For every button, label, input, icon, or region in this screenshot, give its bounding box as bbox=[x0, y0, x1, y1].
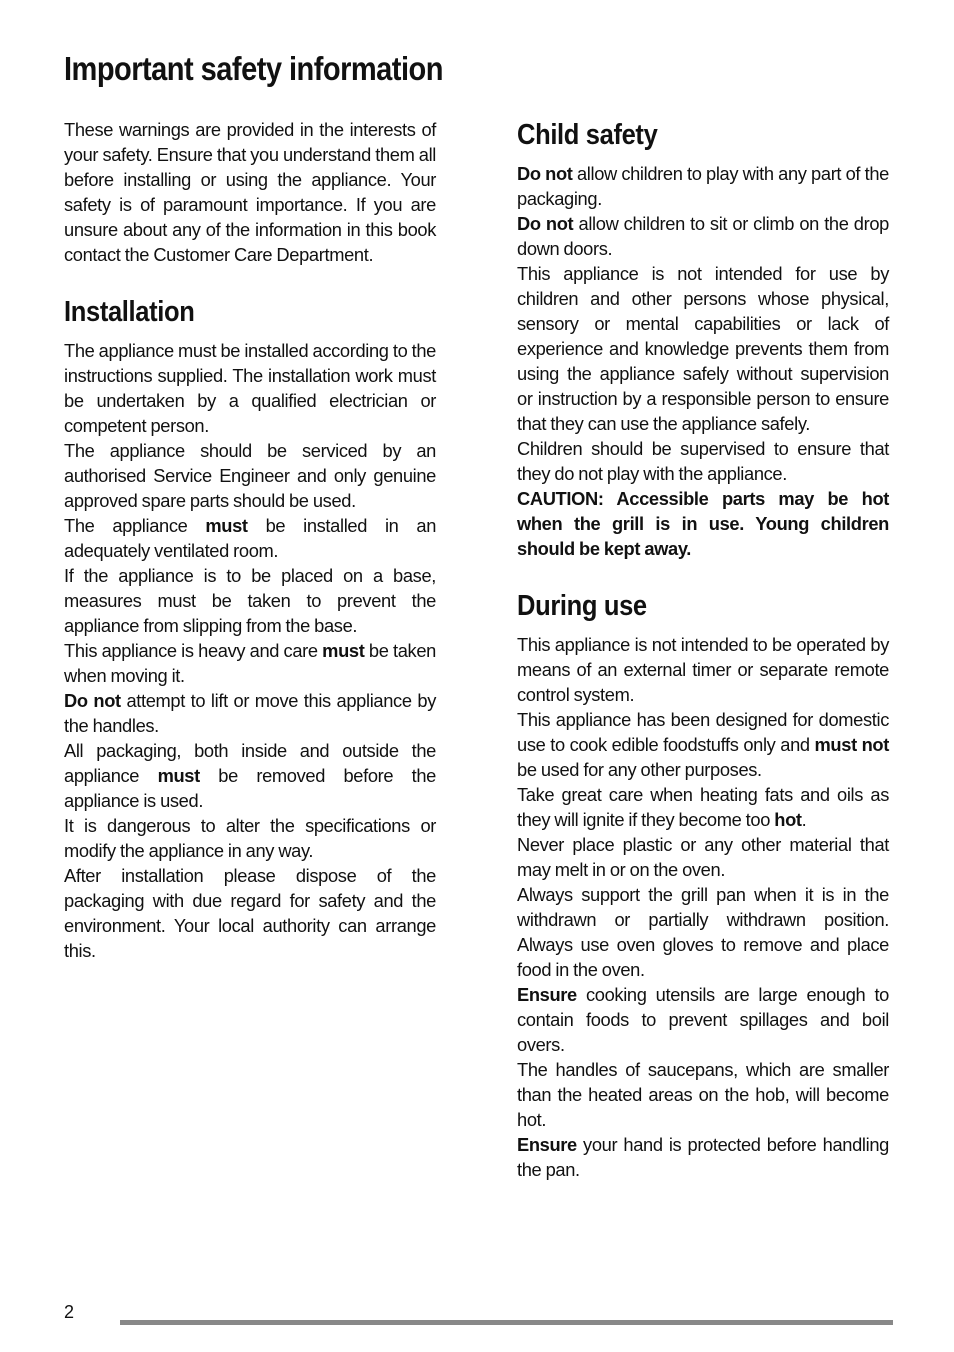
installation-paragraph: After installation please dispose of the packaging with due regard for safety and the environment. Your local authority can arrange this. bbox=[64, 865, 436, 961]
during-use-paragraph: Ensure cooking utensils are large enough to contain foods to prevent spillages and boil overs. bbox=[517, 984, 889, 1055]
child-safety-heading: Child safety bbox=[517, 119, 658, 151]
installation-paragraph: Do not attempt to lift or move this appliance by the handles. bbox=[64, 690, 436, 736]
page-number: 2 bbox=[64, 1302, 75, 1322]
installation-heading: Installation bbox=[64, 296, 195, 328]
child-safety-section bbox=[517, 115, 889, 561]
installation-paragraph: The appliance must be installed according to the instructions supplied. The installation work must be undertaken by a qualified electrician or competent person. bbox=[64, 340, 436, 436]
installation-paragraph: This appliance is heavy and care must be taken when moving it. bbox=[64, 640, 436, 686]
footer-rule bbox=[120, 1320, 893, 1325]
child-safety-paragraph: Children should be supervised to ensure that they do not play with the appliance. bbox=[517, 438, 889, 484]
installation-paragraph: The appliance should be serviced by an authorised Service Engineer and only genuine approved spare parts should be used. bbox=[64, 440, 436, 511]
during-use-paragraph: Ensure your hand is protected before handling the pan. bbox=[517, 1134, 889, 1180]
page-title: Important safety information bbox=[64, 50, 443, 87]
child-safety-paragraph: This appliance is not intended for use by children and other persons whose physical, sensory or mental capabilities or lack of experience and knowledge prevents them from using the appliance safely without supervision or instruction by a responsible person to ensure that they can use the appliance safely. bbox=[517, 263, 889, 434]
installation-section bbox=[64, 292, 436, 963]
installation-paragraph: The appliance must be installed in an adequately ventilated room. bbox=[64, 515, 437, 561]
during-use-paragraph: The handles of saucepans, which are smaller than the heated areas on the hob, will become hot. bbox=[517, 1059, 889, 1130]
during-use-paragraph: Take great care when heating fats and oils as they will ignite if they become too hot. bbox=[517, 784, 889, 830]
installation-paragraph: It is dangerous to alter the specifications or modify the appliance in any way. bbox=[64, 815, 436, 861]
right-column bbox=[517, 115, 889, 1182]
during-use-paragraph: This appliance has been designed for domestic use to cook edible foodstuffs only and must not be used for any other purposes. bbox=[517, 709, 889, 780]
installation-paragraph: If the appliance is to be placed on a base, measures must be taken to prevent the appliance from slipping from the base. bbox=[64, 565, 436, 636]
during-use-section bbox=[517, 586, 889, 1182]
intro-section bbox=[64, 117, 436, 267]
left-column bbox=[64, 117, 436, 963]
during-use-paragraph: Always support the grill pan when it is in the withdrawn or partially withdrawn position. Always use oven gloves to remove and place food in the oven. bbox=[517, 884, 889, 980]
during-use-paragraph: This appliance is not intended to be operated by means of an external timer or separate remote control system. bbox=[517, 634, 889, 705]
during-use-paragraph: Never place plastic or any other material that may melt in or on the oven. bbox=[517, 834, 889, 880]
child-safety-paragraph: Do not allow children to play with any part of the packaging. bbox=[517, 163, 889, 209]
installation-paragraph: All packaging, both inside and outside the appliance must be removed before the appliance is used. bbox=[64, 740, 436, 811]
child-safety-paragraph: Do not allow children to sit or climb on the drop down doors. bbox=[517, 213, 889, 259]
caution-notice: CAUTION: Accessible parts may be hot when the grill is in use. Young children should be kept away. bbox=[517, 488, 889, 559]
intro-paragraph: These warnings are provided in the interests of your safety. Ensure that you understand them all before installing or using the appliance. Your safety is of paramount importance. If you are unsure about any of the information in this book contact the Customer Care Department. bbox=[64, 119, 436, 265]
during-use-heading: During use bbox=[517, 590, 647, 622]
